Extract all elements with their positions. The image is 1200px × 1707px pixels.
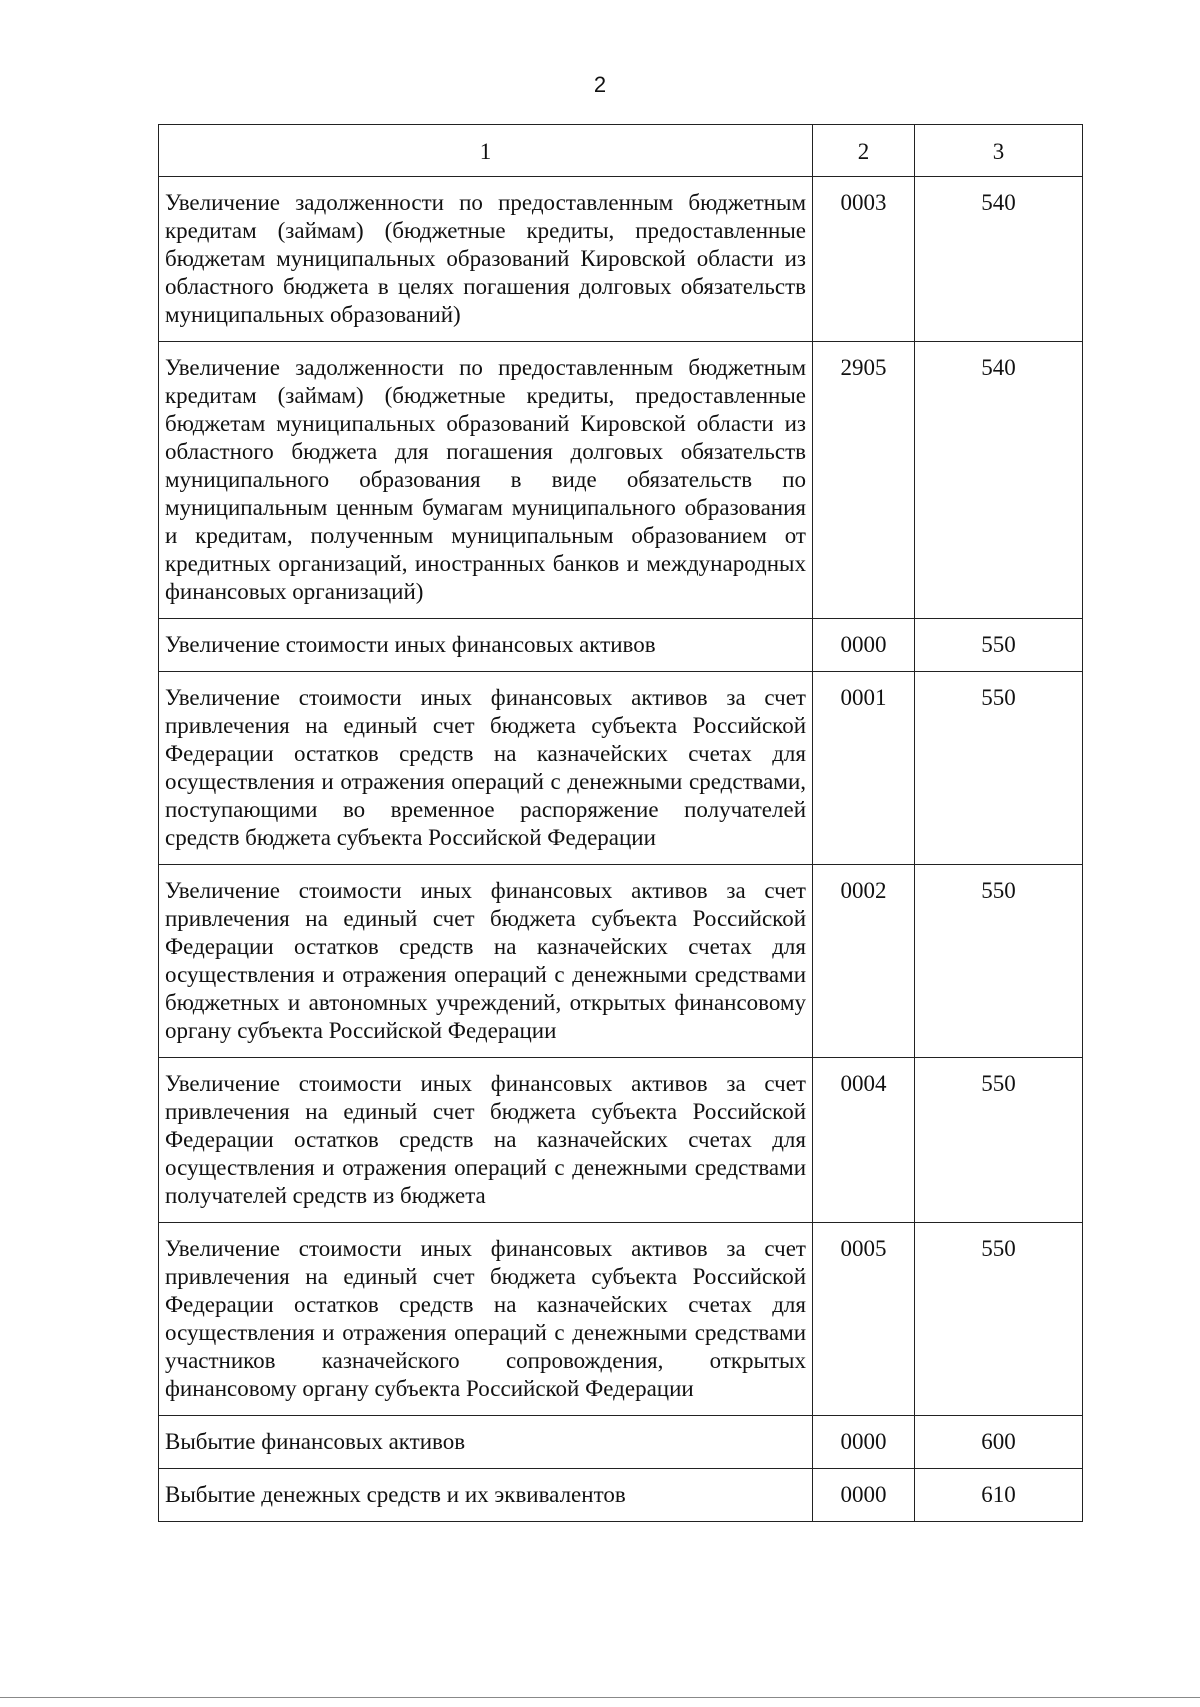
column-header-2: 2 — [813, 125, 915, 177]
column-header-1: 1 — [159, 125, 813, 177]
row-description: Увеличение задолженности по предоставленным бюджетным кредитам (займам) (бюджетные кредиты, предоставленные бюджетам муниципальных образований Кировской области из областного бюджета в целях погашения долговых обязательств муниципальных образований) — [159, 177, 813, 342]
row-value: 550 — [915, 672, 1083, 865]
table-row — [159, 342, 1083, 619]
budget-classification-table — [158, 124, 1083, 1522]
table-row — [159, 1058, 1083, 1223]
page-number: 2 — [593, 72, 607, 97]
row-description: Увеличение стоимости иных финансовых активов — [159, 619, 813, 672]
table-row — [159, 619, 1083, 672]
row-description: Увеличение стоимости иных финансовых активов за счет привлечения на единый счет бюджета субъекта Российской Федерации остатков средств на казначейских счетах для осуществления и отражения операций с денежными средствами бюджетных и автономных учреждений, открытых финансовому органу субъекта Российской Федерации — [159, 865, 813, 1058]
row-code: 0001 — [813, 672, 915, 865]
row-code: 0005 — [813, 1223, 915, 1416]
row-code: 0003 — [813, 177, 915, 342]
column-header-3: 3 — [915, 125, 1083, 177]
table-row — [159, 177, 1083, 342]
row-description: Выбытие финансовых активов — [159, 1416, 813, 1469]
row-description: Выбытие денежных средств и их эквивалентов — [159, 1469, 813, 1522]
row-value: 610 — [915, 1469, 1083, 1522]
row-code: 2905 — [813, 342, 915, 619]
row-description: Увеличение стоимости иных финансовых активов за счет привлечения на единый счет бюджета субъекта Российской Федерации остатков средств на казначейских счетах для осуществления и отражения операций с денежными средствами участников казначейского сопровождения, открытых финансовому органу субъекта Российской Федерации — [159, 1223, 813, 1416]
page-bottom-edge — [0, 1697, 1200, 1698]
row-code: 0002 — [813, 865, 915, 1058]
table-header-row — [159, 125, 1083, 177]
row-code: 0000 — [813, 619, 915, 672]
row-code: 0004 — [813, 1058, 915, 1223]
table-row — [159, 865, 1083, 1058]
row-description: Увеличение задолженности по предоставленным бюджетным кредитам (займам) (бюджетные кредиты, предоставленные бюджетам муниципальных образований Кировской области из областного бюджета для погашения долговых обязательств муниципального образования в виде обязательств по муниципальным ценным бумагам муниципального образования и кредитам, полученным муниципальным образованием от кредитных организаций, иностранных банков и международных финансовых организаций) — [159, 342, 813, 619]
table-row — [159, 672, 1083, 865]
row-value: 550 — [915, 865, 1083, 1058]
row-code: 0000 — [813, 1469, 915, 1522]
row-value: 550 — [915, 1058, 1083, 1223]
table-row — [159, 1223, 1083, 1416]
row-description: Увеличение стоимости иных финансовых активов за счет привлечения на единый счет бюджета субъекта Российской Федерации остатков средств на казначейских счетах для осуществления и отражения операций с денежными средствами получателей средств из бюджета — [159, 1058, 813, 1223]
row-value: 600 — [915, 1416, 1083, 1469]
row-value: 540 — [915, 342, 1083, 619]
row-value: 550 — [915, 1223, 1083, 1416]
table-row — [159, 1416, 1083, 1469]
row-value: 540 — [915, 177, 1083, 342]
row-description: Увеличение стоимости иных финансовых активов за счет привлечения на единый счет бюджета субъекта Российской Федерации остатков средств на казначейских счетах для осуществления и отражения операций с денежными средствами, поступающими во временное распоряжение получателей средств бюджета субъекта Российской Федерации — [159, 672, 813, 865]
table-row — [159, 1469, 1083, 1522]
row-code: 0000 — [813, 1416, 915, 1469]
row-value: 550 — [915, 619, 1083, 672]
